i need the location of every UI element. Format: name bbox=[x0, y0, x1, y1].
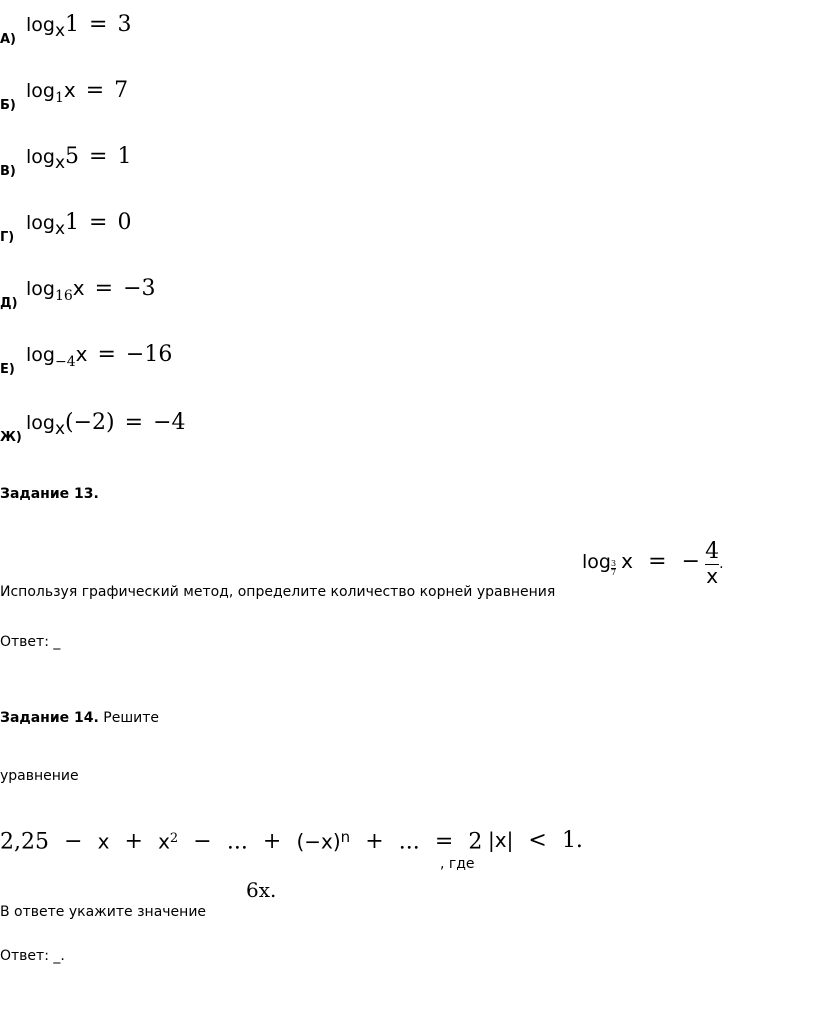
log-argument: 5 bbox=[65, 144, 80, 169]
task14-instruction: В ответе укажите значение bbox=[0, 904, 207, 920]
log-base: 16 bbox=[54, 288, 73, 304]
log-equation: logx1 = 0 bbox=[26, 210, 132, 239]
task14-series-equation: $2,25 - x + x^2$ − ... + $(-x)^n$ + ... = 2 bbox=[0, 828, 483, 855]
log-rhs: 7 bbox=[114, 78, 129, 103]
item-label: Е) bbox=[0, 362, 15, 377]
log-argument: x bbox=[72, 276, 85, 300]
task13-answer: Ответ: _ bbox=[0, 634, 61, 650]
log-equation: log−4x = −16 bbox=[26, 342, 173, 370]
task14-text-b: уравнение bbox=[0, 768, 79, 784]
log-equation: logx1 = 3 bbox=[26, 12, 132, 41]
task13-rhs-fraction: $\frac{4}{x}$ bbox=[705, 539, 720, 589]
log-base: 1 bbox=[54, 90, 64, 106]
task13-text: Используя графический метод, определите количество корней уравнения bbox=[0, 584, 556, 600]
task14-answer: Ответ: _. bbox=[0, 948, 65, 964]
log-rhs: 1 bbox=[117, 144, 132, 169]
log-rhs: 0 bbox=[117, 210, 132, 235]
task14-condition: |x| < 1. bbox=[488, 828, 583, 853]
task14-heading bbox=[0, 710, 159, 726]
log-rhs: −16 bbox=[125, 342, 173, 367]
task13-title: Задание 13. bbox=[0, 486, 99, 502]
task14-value-label: 6x. bbox=[246, 878, 277, 902]
log-base: x bbox=[54, 219, 66, 239]
task14-where: , где bbox=[440, 856, 475, 872]
item-label: Ж) bbox=[0, 430, 22, 445]
task14-text-a: Решите bbox=[103, 710, 159, 726]
log-argument: x bbox=[75, 342, 88, 366]
log-equation: logx(−2) = −4 bbox=[26, 410, 186, 439]
task13-equation: log $\frac{3}{7}$ x = − $\frac{4}{x}$ . bbox=[582, 539, 724, 589]
item-label: Д) bbox=[0, 296, 18, 311]
log-base: x bbox=[54, 21, 66, 41]
log-equation: log1x = 7 bbox=[26, 78, 129, 106]
item-label: А) bbox=[0, 32, 17, 47]
log-base: x bbox=[54, 419, 66, 439]
item-label: Г) bbox=[0, 230, 15, 245]
log-argument: x bbox=[63, 78, 76, 102]
log-rhs: −4 bbox=[153, 410, 186, 435]
log-equation: log16x = −3 bbox=[26, 276, 156, 304]
log-equation: logx5 = 1 bbox=[26, 144, 132, 173]
log-rhs: 3 bbox=[117, 12, 132, 37]
task14-title: Задание 14. bbox=[0, 710, 99, 726]
log-base: −4 bbox=[54, 354, 76, 370]
item-label: В) bbox=[0, 164, 16, 179]
item-label: Б) bbox=[0, 98, 16, 113]
log-argument: (−2) bbox=[65, 410, 115, 435]
log-argument: 1 bbox=[65, 12, 80, 37]
task13-base-fraction: $\frac{3}{7}$ bbox=[610, 559, 617, 578]
log-rhs: −3 bbox=[123, 276, 156, 301]
log-argument: 1 bbox=[65, 210, 80, 235]
log-base: x bbox=[54, 153, 66, 173]
